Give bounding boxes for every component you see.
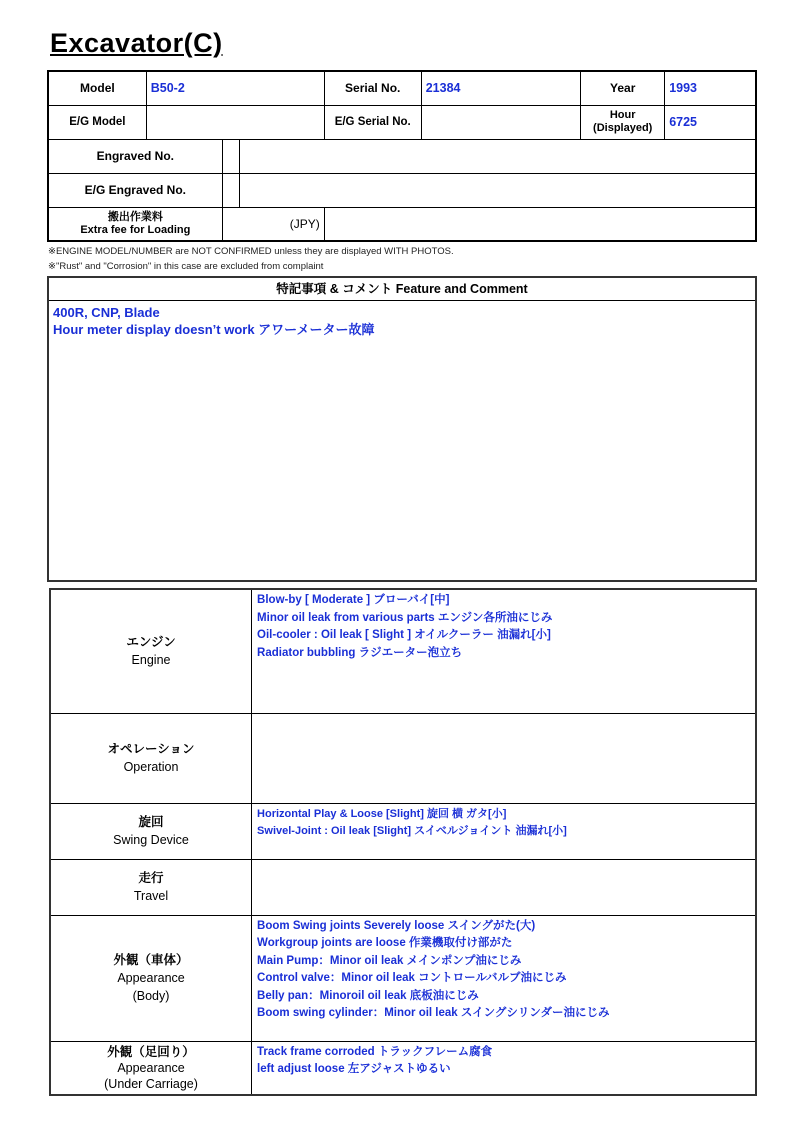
year-label: Year xyxy=(581,71,665,105)
condition-row-travel xyxy=(50,859,756,915)
model-label: Model xyxy=(48,71,146,105)
condition-label xyxy=(50,803,252,859)
condition-label-en2: (Under Carriage) xyxy=(104,1076,198,1091)
condition-line: Oil-cooler : Oil leak [ Slight ] オイルクーラー 油漏れ[小] xyxy=(257,629,551,641)
condition-label-en: Swing Device xyxy=(113,833,189,847)
feature-line: 400R, CNP, Blade xyxy=(53,305,160,320)
condition-label-en: Appearance xyxy=(117,971,185,985)
engraved-value xyxy=(239,139,756,173)
condition-label-en: Appearance xyxy=(117,1060,185,1075)
model-value: B50-2 xyxy=(146,71,324,105)
fee-amount xyxy=(222,207,324,241)
eg-model-label: E/G Model xyxy=(48,105,146,139)
hour-label-sub: (Displayed) xyxy=(593,122,653,134)
feature-body xyxy=(49,301,755,341)
feature-line: Hour meter display doesn’t work アワーメーター故障 xyxy=(53,322,375,337)
condition-line: Main Pump：Minor oil leak メインポンプ油にじみ xyxy=(257,954,522,967)
hour-label-main: Hour xyxy=(609,109,636,121)
hour-value: 6725 xyxy=(665,105,756,139)
condition-label-en: Travel xyxy=(133,889,169,903)
condition-line: Track frame corroded トラックフレーム腐食 xyxy=(257,1045,493,1058)
condition-label-jp: 旋回 xyxy=(138,815,164,829)
eg-model-value xyxy=(146,105,324,139)
document-title: Excavator(C) xyxy=(50,28,223,58)
condition-label xyxy=(50,1041,252,1095)
condition-label-jp: エンジン xyxy=(126,635,176,650)
fee-label xyxy=(48,207,222,241)
eg-engraved-check-cell xyxy=(222,173,239,207)
feature-header: 特記事項 & コメント Feature and Comment xyxy=(49,278,755,301)
condition-text xyxy=(252,803,756,859)
condition-row-body xyxy=(50,915,756,1041)
fee-unit: (JPY) xyxy=(289,216,320,231)
condition-line: Radiator bubbling ラジエーター泡立ち xyxy=(257,646,463,659)
spec-table xyxy=(47,70,757,242)
condition-row-swing xyxy=(50,803,756,859)
condition-label xyxy=(50,915,252,1041)
condition-label xyxy=(50,713,252,803)
condition-label-en: Operation xyxy=(123,760,179,774)
fee-blank xyxy=(324,207,756,241)
eg-engraved-label: E/G Engraved No. xyxy=(48,173,222,207)
condition-line: left adjust loose 左アジャストゆるい xyxy=(257,1063,451,1075)
condition-text xyxy=(252,859,756,915)
feature-box xyxy=(47,276,757,582)
condition-line: Belly pan：Minoroil oil leak 底板油にじみ xyxy=(257,989,479,1002)
year-value: 1993 xyxy=(665,71,756,105)
condition-line: Swivel-Joint : Oil leak [Slight] スイベルジョイント 油漏れ[小] xyxy=(257,825,567,837)
condition-line: Boom swing cylinder：Minor oil leak スイングシリンダー油にじみ xyxy=(257,1007,610,1019)
condition-label-en: Engine xyxy=(131,653,171,668)
engine-note: ※ENGINE MODEL/NUMBER are NOT CONFIRMED unless they are displayed WITH PHOTOS. xyxy=(48,246,454,257)
condition-line: Control valve：Minor oil leak コントロールバルブ油にじみ xyxy=(257,972,567,984)
condition-line: Minor oil leak from various parts エンジン各所油にじみ xyxy=(257,611,553,624)
eg-engraved-value xyxy=(239,173,756,207)
fee-label-en: Extra fee for Loading xyxy=(80,223,191,236)
eg-serial-value xyxy=(421,105,580,139)
condition-label-en2: (Body) xyxy=(132,989,170,1003)
fee-label-jp: 搬出作業料 xyxy=(107,210,163,223)
hour-label xyxy=(581,105,665,139)
condition-label-jp: オペレーション xyxy=(107,742,195,756)
eg-serial-label: E/G Serial No. xyxy=(324,105,421,139)
serial-label: Serial No. xyxy=(324,71,421,105)
condition-label-jp: 外観（車体） xyxy=(113,953,189,967)
engraved-check-cell xyxy=(222,139,239,173)
condition-text xyxy=(252,713,756,803)
condition-line: Blow-by [ Moderate ] ブローバイ[中] xyxy=(257,594,450,606)
condition-row-engine xyxy=(50,589,756,713)
condition-label-jp: 外観（足回り） xyxy=(107,1044,195,1059)
condition-text xyxy=(252,1041,756,1095)
engraved-label: Engraved No. xyxy=(48,139,222,173)
condition-label xyxy=(50,589,252,713)
serial-value: 21384 xyxy=(421,71,580,105)
conditions-table xyxy=(49,588,757,1096)
condition-row-undercarriage xyxy=(50,1041,756,1095)
condition-line: Horizontal Play & Loose [Slight] 旋回 横 ガタ[小] xyxy=(257,807,507,820)
rust-note: ※"Rust" and "Corrosion" in this case are excluded from complaint xyxy=(48,261,324,272)
condition-line: Workgroup joints are loose 作業機取付け部がた xyxy=(257,937,513,949)
condition-label xyxy=(50,859,252,915)
condition-label-jp: 走行 xyxy=(138,871,164,885)
condition-line: Boom Swing joints Severely loose スイングがた(大) xyxy=(257,919,536,932)
condition-text xyxy=(252,589,756,713)
condition-row-operation xyxy=(50,713,756,803)
condition-text xyxy=(252,915,756,1041)
